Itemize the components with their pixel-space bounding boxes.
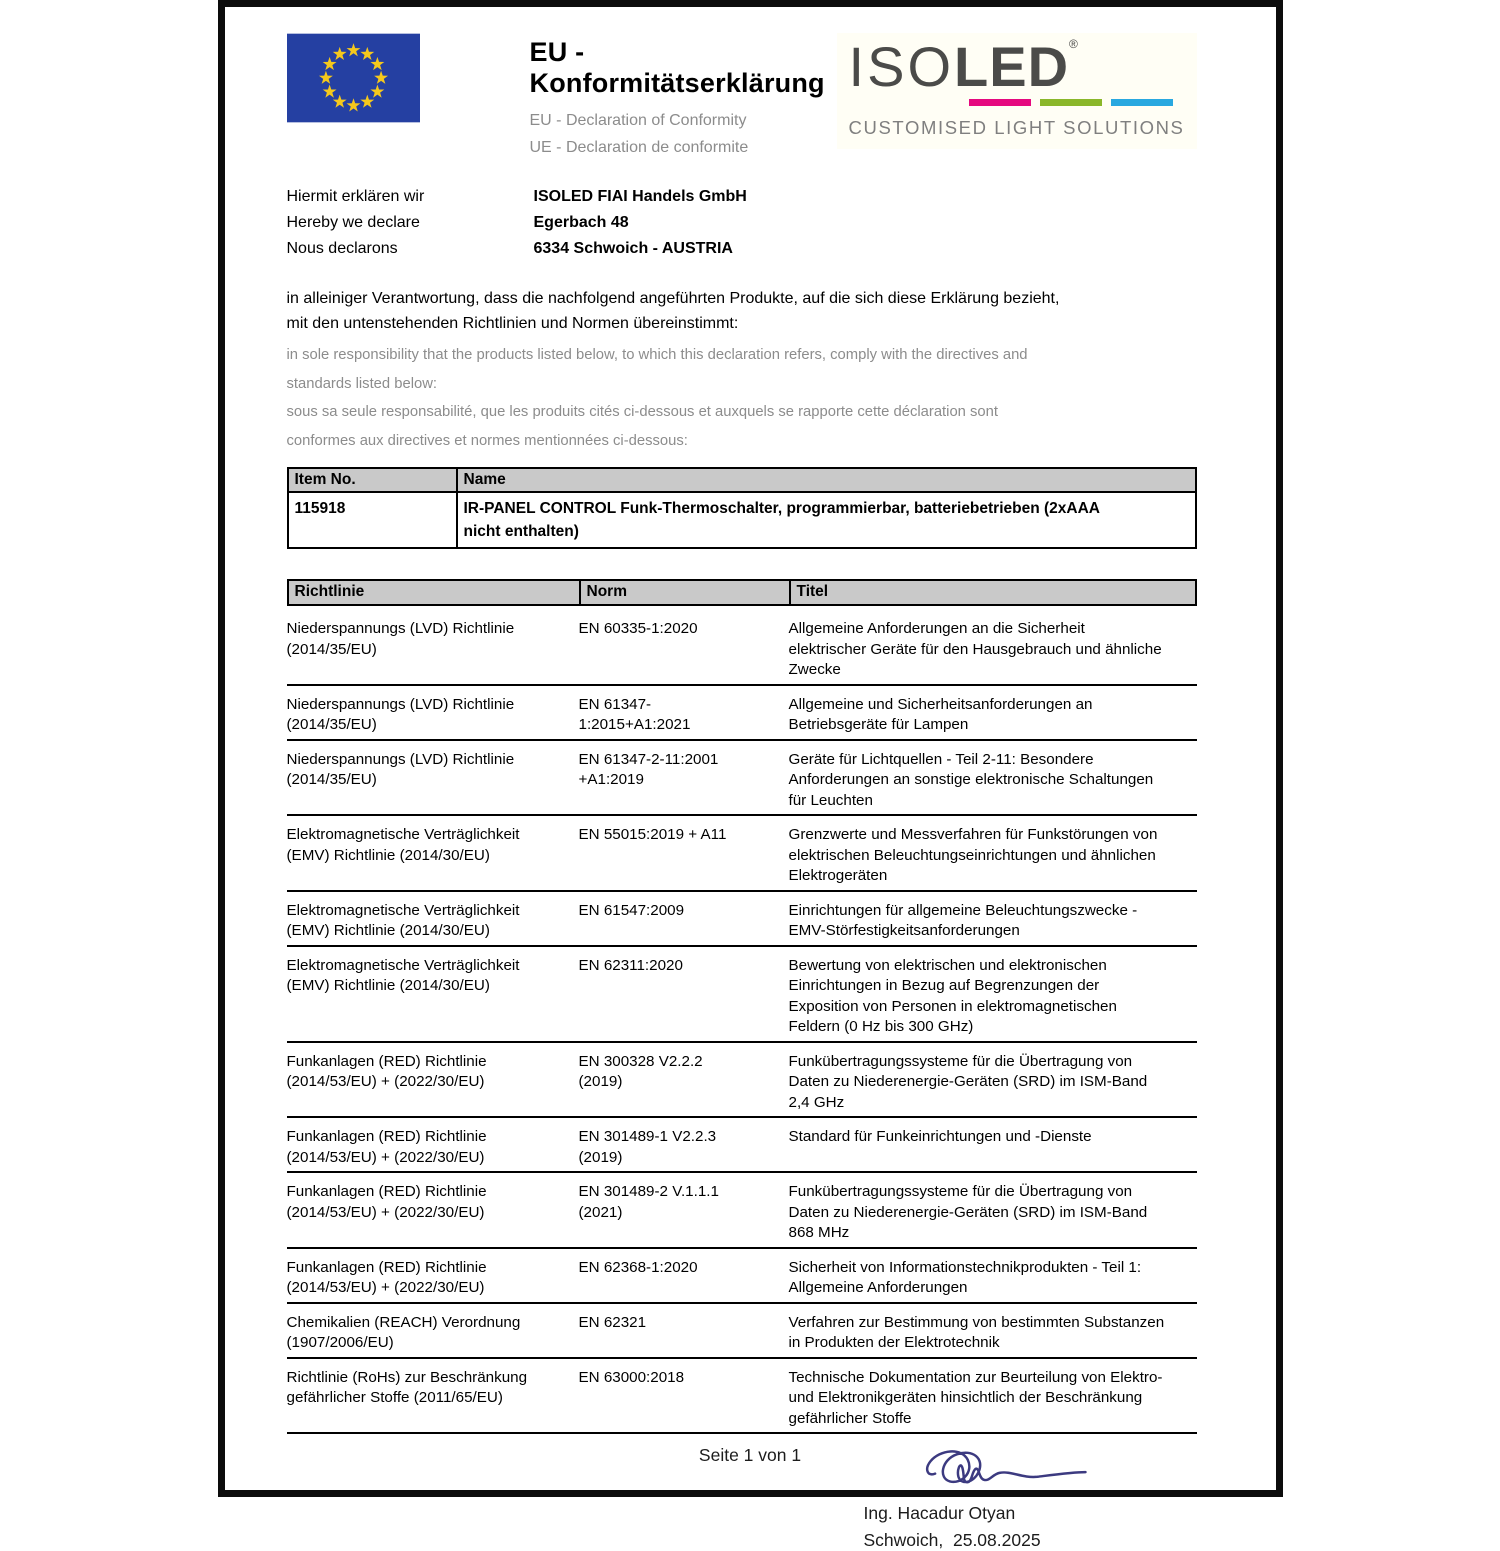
norm-header: Norm	[581, 581, 791, 604]
directive-cell: Elektromagnetische Verträglichkeit (EMV) Richtlinie (2014/30/EU)	[286, 901, 520, 939]
directive-cell: Allgemeine Anforderungen an die Sicherheit elektrischer Geräte für den Hausgebrauch und ähnliche Zwecke	[788, 620, 1162, 678]
logo-bars	[849, 99, 1173, 106]
directive-row	[287, 741, 1197, 817]
company-city: 6334 Schwoich - AUSTRIA	[533, 240, 733, 257]
directive-cell: Funkanlagen (RED) Richtlinie (2014/53/EU) + (2022/30/EU)	[286, 1052, 487, 1090]
statement-french: sous sa seule responsabilité, que les produits cités ci-dessous et auxquels se rapporte cette déclaration sont conformes aux directives et normes mentionnées ci-dessous:	[286, 404, 998, 449]
directive-cell: Funkübertragungssysteme für die Übertragung von Daten zu Niederenergie-Geräten (SRD) im ISM-Band 2,4 GHz	[788, 1052, 1148, 1111]
signature-place-date: Schwoich, 25.08.2025	[863, 1530, 1041, 1550]
directive-row	[287, 892, 1197, 947]
directive-cell: Verfahren zur Bestimmung von bestimmten Substanzen in Produkten der Elektrotechnik	[788, 1313, 1165, 1351]
registered-trademark-icon: ®	[1069, 37, 1078, 51]
directive-cell: Technische Dokumentation zur Beurteilung von Elektro- und Elektronikgeräten hinsichtlich der Beschränkung gefährlicher Stoffe	[788, 1368, 1163, 1427]
logo-led-text: LED	[954, 35, 1070, 98]
company-name: ISOLED FIAI Handels GmbH	[533, 188, 747, 205]
directive-cell: EN 62321	[578, 1313, 647, 1331]
directive-cell: Elektromagnetische Verträglichkeit (EMV) Richtlinie (2014/30/EU)	[286, 956, 520, 994]
logo-color-bar	[1111, 99, 1173, 106]
document-header	[287, 33, 1197, 157]
directive-cell: EN 61547:2009	[578, 901, 685, 919]
directive-cell: Allgemeine und Sicherheitsanforderungen an Betriebsgeräte für Lampen	[788, 695, 1093, 733]
declarer-label-en: Hereby we declare	[286, 214, 420, 231]
document-page	[218, 0, 1283, 1550]
item-table-header	[289, 469, 1195, 493]
directive-cell: Funkanlagen (RED) Richtlinie (2014/53/EU) + (2022/30/EU)	[286, 1183, 487, 1221]
directive-cell: Sicherheit von Informationstechnikprodukten - Teil 1: Allgemeine Anforderungen	[788, 1258, 1142, 1296]
item-name-header: Name	[456, 469, 1195, 491]
directive-cell: Niederspannungs (LVD) Richtlinie (2014/35/EU)	[286, 695, 515, 733]
isoled-logo	[837, 33, 1197, 149]
directive-row	[287, 1359, 1197, 1435]
directive-cell: Standard für Funkeinrichtungen und -Dienste	[788, 1128, 1092, 1145]
page-subtitle-en: EU - Declaration of Conformity	[529, 112, 747, 129]
declarer-labels	[287, 184, 534, 262]
page-subtitle-fr: UE - Declaration de conformite	[529, 139, 749, 156]
directive-row	[287, 610, 1197, 686]
logo-color-bar	[1040, 99, 1102, 106]
titel-header: Titel	[796, 583, 829, 600]
declarer-label-fr: Nous declarons	[286, 240, 398, 257]
directive-row	[287, 947, 1197, 1043]
isoled-wordmark	[848, 35, 1185, 98]
page-number: Seite 1 von 1	[698, 1445, 802, 1465]
directives-table-header	[287, 579, 1197, 606]
statement-english: in sole responsibility that the products listed below, to which this declaration refers, comply with the directives and standards listed below:	[286, 347, 1028, 392]
directive-cell: EN 63000:2018	[578, 1368, 685, 1386]
directive-row	[287, 1173, 1197, 1249]
directive-cell: Grenzwerte und Messverfahren für Funkstörungen von elektrischen Beleuchtungseinrichtungen und ähnlichen Elektrogeräten	[788, 826, 1158, 884]
company-street: Egerbach 48	[533, 214, 629, 231]
directive-row	[287, 1043, 1197, 1119]
logo-iso-text: ISO	[848, 35, 955, 98]
directive-cell: Chemikalien (REACH) Verordnung (1907/2006/EU)	[286, 1313, 521, 1351]
richtlinie-header: Richtlinie	[289, 581, 581, 604]
item-table-body	[289, 493, 1195, 547]
item-no-header: Item No.	[294, 471, 356, 488]
directive-cell: EN 301489-1 V2.2.3 (2019)	[578, 1128, 717, 1166]
directive-cell: Funkanlagen (RED) Richtlinie (2014/53/EU) + (2022/30/EU)	[286, 1258, 487, 1296]
directive-cell: EN 61347-2-11:2001 +A1:2019	[578, 750, 719, 788]
directive-cell: Niederspannungs (LVD) Richtlinie (2014/35/EU)	[286, 750, 515, 788]
directive-row	[287, 816, 1197, 892]
statement-german: in alleiniger Verantwortung, dass die nachfolgend angeführten Produkte, auf die sich diese Erklärung bezieht, mit den untenstehenden Richtlinien und Normen übereinstimmt:	[286, 290, 1060, 332]
directive-row	[287, 1118, 1197, 1173]
declarer-section	[287, 184, 1197, 262]
title-block	[530, 33, 837, 157]
eu-flag-icon	[287, 33, 420, 123]
directive-row	[287, 1249, 1197, 1304]
directives-table	[287, 579, 1197, 1434]
logo-tagline: CUSTOMISED LIGHT SOLUTIONS	[848, 116, 1185, 138]
directive-cell: Bewertung von elektrischen und elektronischen Einrichtungen in Bezug auf Begrenzungen der Exposition von Personen in elektromagnetischen Feldern (0 Hz bis 300 GHz)	[788, 956, 1117, 1035]
directive-cell: Niederspannungs (LVD) Richtlinie (2014/35/EU)	[286, 620, 515, 658]
item-table-row	[289, 493, 1195, 547]
directive-cell: EN 62368-1:2020	[578, 1258, 698, 1276]
directive-cell: Geräte für Lichtquellen - Teil 2-11: Besondere Anforderungen an sonstige elektronische Schaltungen für Leuchten	[788, 750, 1154, 809]
page-title: EU - Konformitätserklärung	[529, 37, 825, 98]
directive-cell: Elektromagnetische Verträglichkeit (EMV) Richtlinie (2014/30/EU)	[286, 826, 520, 864]
directives-table-body	[287, 610, 1197, 1434]
directive-row	[287, 1304, 1197, 1359]
item-table	[287, 467, 1197, 549]
directive-cell: EN 300328 V2.2.2 (2019)	[578, 1052, 703, 1090]
logo-color-bar	[969, 99, 1031, 106]
directive-cell: EN 55015:2019 + A11	[578, 826, 727, 843]
directive-row	[287, 686, 1197, 741]
directive-cell: EN 62311:2020	[578, 956, 683, 974]
directive-cell: Funkübertragungssysteme für die Übertragung von Daten zu Niederenergie-Geräten (SRD) im ISM-Band 868 MHz	[788, 1183, 1148, 1241]
declarer-label-de: Hiermit erklären wir	[286, 188, 425, 205]
directive-cell: Funkanlagen (RED) Richtlinie (2014/53/EU) + (2022/30/EU)	[286, 1128, 487, 1166]
directive-cell: Richtlinie (RoHs) zur Beschränkung gefährlicher Stoffe (2011/65/EU)	[286, 1368, 528, 1406]
directive-cell: Einrichtungen für allgemeine Beleuchtungszwecke - EMV-Störfestigkeitsanforderungen	[788, 901, 1138, 939]
item-cell: IR-PANEL CONTROL Funk-Thermoschalter, programmierbar, batteriebetrieben (2xAAA nicht enthalten)	[456, 493, 1195, 547]
signatory-name: Ing. Hacadur Otyan	[863, 1503, 1016, 1523]
directive-cell: EN 301489-2 V.1.1.1 (2021)	[578, 1183, 719, 1221]
company-address	[534, 184, 747, 262]
conformity-statement	[287, 286, 1065, 455]
directive-cell: EN 60335-1:2020	[578, 620, 698, 637]
item-cell: 115918	[294, 500, 346, 517]
directive-cell: EN 61347-1:2015+A1:2021	[578, 695, 691, 733]
